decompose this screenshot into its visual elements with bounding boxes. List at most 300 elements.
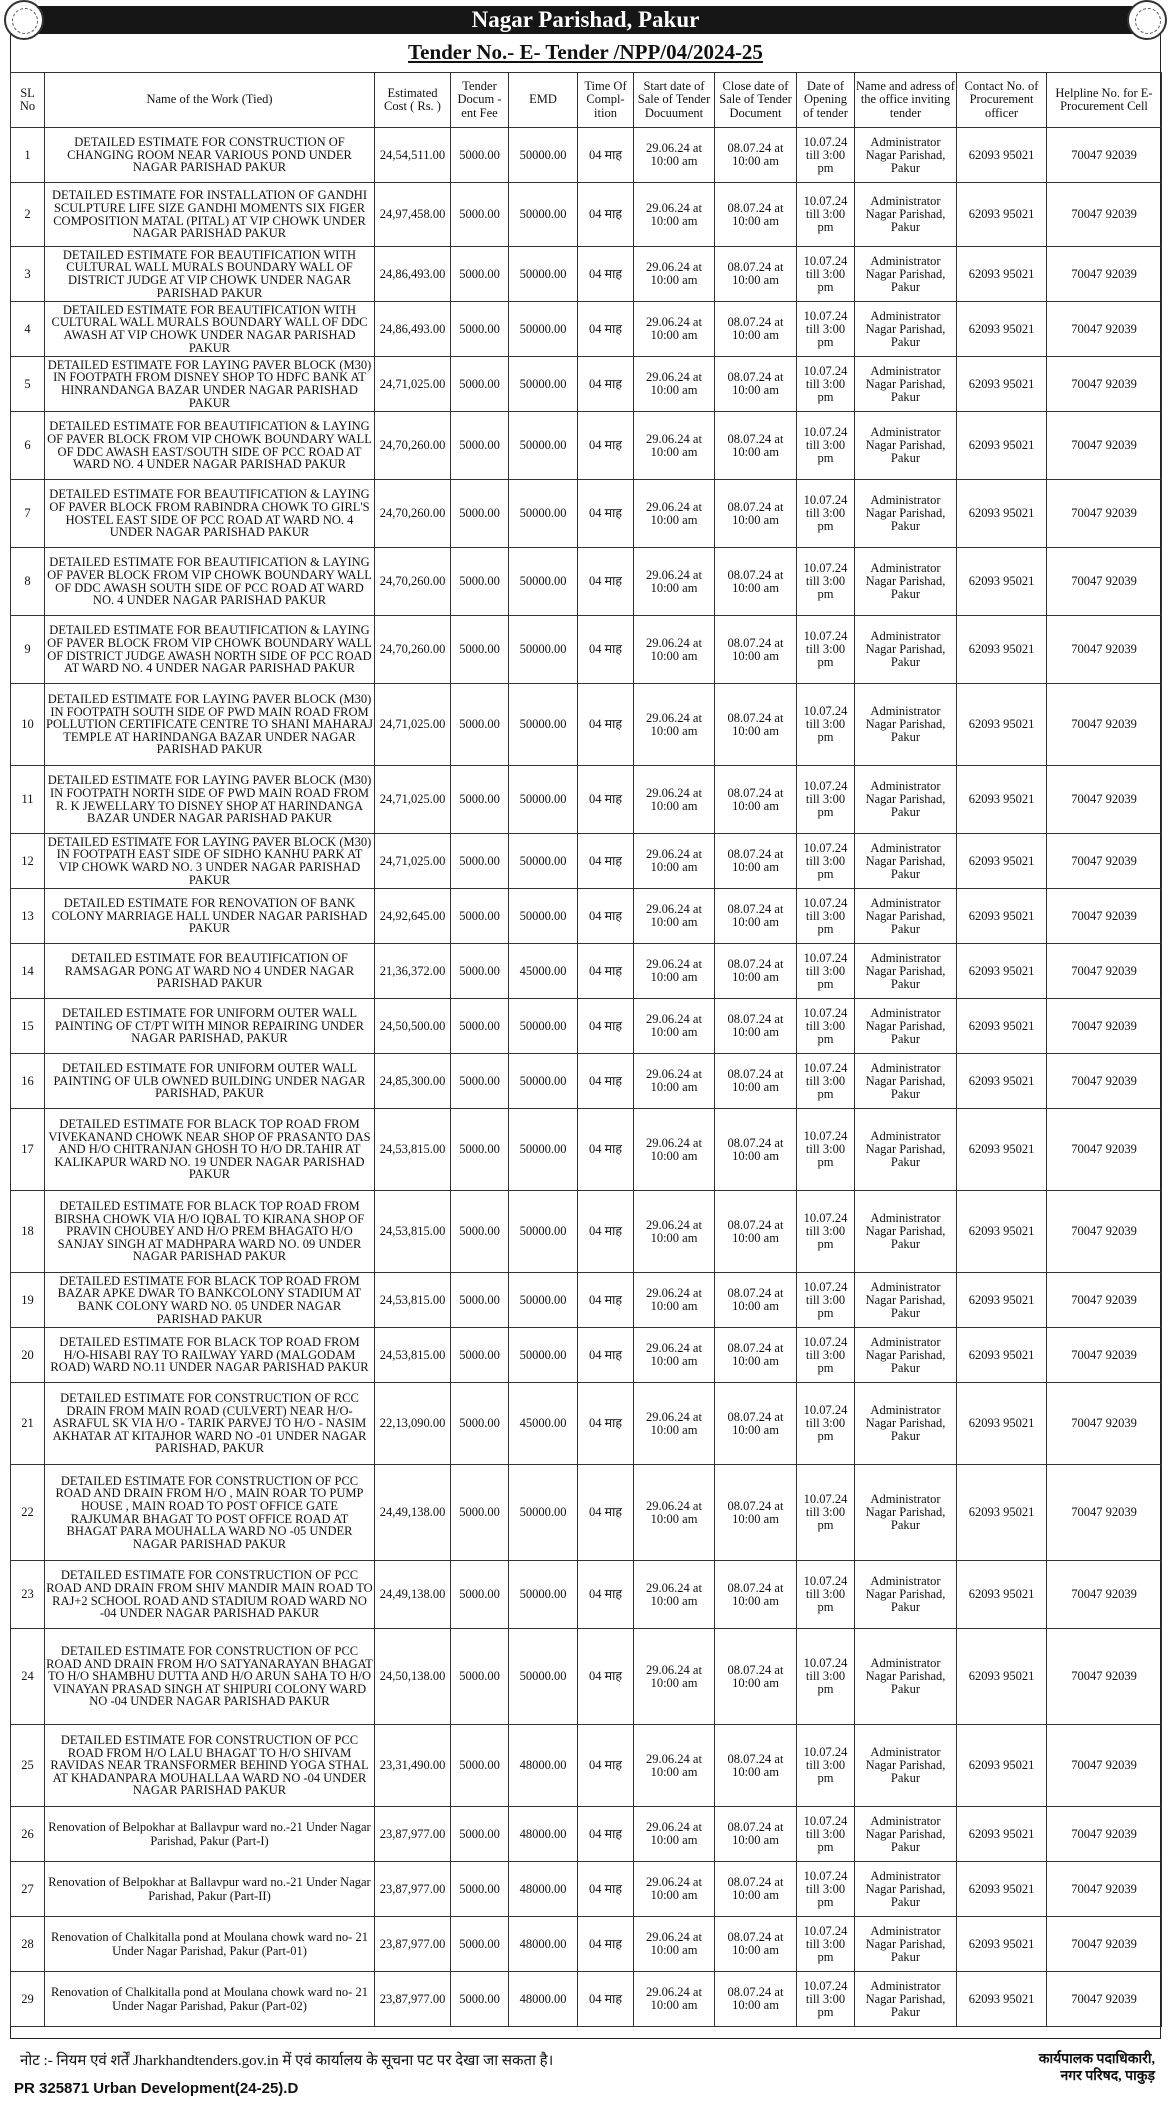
cell-helpline: 70047 92039	[1047, 889, 1162, 944]
cell-close: 08.07.24 at 10:00 am	[715, 889, 797, 944]
cell-opening: 10.07.24 till 3:00 pm	[797, 1561, 855, 1629]
cell-cost: 23,87,977.00	[375, 1972, 451, 2027]
table-row	[11, 684, 1162, 766]
cell-sl: 16	[11, 1054, 45, 1109]
cell-fee: 5000.00	[451, 247, 509, 302]
cell-helpline: 70047 92039	[1047, 357, 1162, 412]
cell-sl: 23	[11, 1561, 45, 1629]
pr-code: PR 325871 Urban Development(24-25).D	[14, 2080, 299, 2097]
cell-work: DETAILED ESTIMATE FOR CONSTRUCTION OF RCC DRAIN FROM MAIN ROAD (CULVERT) NEAR H/O-ASRAFUL SK VIA H/O - TARIK PARVEJ TO H/O - NASIM AKHATAR AT KITAJHOR WARD NO -01 UNDER NAGAR PARISHAD, PAKUR	[45, 1383, 375, 1465]
cell-sl: 29	[11, 1972, 45, 2027]
table-row	[11, 1972, 1162, 2027]
emblem-seal-icon	[1127, 0, 1167, 40]
cell-close: 08.07.24 at 10:00 am	[715, 766, 797, 834]
cell-opening: 10.07.24 till 3:00 pm	[797, 1629, 855, 1725]
cell-contact: 62093 95021	[957, 1054, 1047, 1109]
cell-time: 04 माह	[578, 889, 634, 944]
col-header-helpline: Helpline No. for E- Procurement Cell	[1047, 73, 1162, 128]
cell-start: 29.06.24 at 10:00 am	[634, 412, 715, 480]
cell-office: Administrator Nagar Parishad, Pakur	[855, 1561, 957, 1629]
cell-fee: 5000.00	[451, 834, 509, 889]
table-row	[11, 1465, 1162, 1561]
cell-fee: 5000.00	[451, 1862, 509, 1917]
cell-fee: 5000.00	[451, 1917, 509, 1972]
col-header-emd: EMD	[509, 73, 578, 128]
table-row	[11, 1109, 1162, 1191]
cell-work: DETAILED ESTIMATE FOR BLACK TOP ROAD FROM VIVEKANAND CHOWK NEAR SHOP OF PRASANTO DAS AND H/O CHITRANJAN GHOSH TO H/O DR.TAHIR AT KALIKAPUR WARD NO. 19 UNDER NAGAR PARISHAD PAKUR	[45, 1109, 375, 1191]
table-row	[11, 128, 1162, 183]
col-header-office: Name and adress of the office inviting tender	[855, 73, 957, 128]
cell-contact: 62093 95021	[957, 1917, 1047, 1972]
cell-emd: 50000.00	[509, 183, 578, 247]
cell-work: DETAILED ESTIMATE FOR BEAUTIFICATION & LAYING OF PAVER BLOCK FROM RABINDRA CHOWK TO GIRL'S HOSTEL EAST SIDE OF PCC ROAD AT WARD NO. 4 UNDER NAGAR PARISHAD PAKUR	[45, 480, 375, 548]
cell-work: DETAILED ESTIMATE FOR CONSTRUCTION OF PCC ROAD AND DRAIN FROM H/O SATYANARAYAN BHAGAT TO H/O SHAMBHU DUTTA AND H/O ARUN SAHA TO H/O VINAYAN PRASAD SINGH AT SHIPURI COLONY WARD NO -04 UNDER NAGAR PARISHAD PAKUR	[45, 1629, 375, 1725]
cell-cost: 23,87,977.00	[375, 1862, 451, 1917]
table-row	[11, 1725, 1162, 1807]
table-row	[11, 302, 1162, 357]
cell-time: 04 माह	[578, 302, 634, 357]
table-header-row	[11, 73, 1162, 128]
cell-fee: 5000.00	[451, 1328, 509, 1383]
cell-emd: 50000.00	[509, 1191, 578, 1273]
cell-time: 04 माह	[578, 1917, 634, 1972]
cell-contact: 62093 95021	[957, 480, 1047, 548]
cell-helpline: 70047 92039	[1047, 999, 1162, 1054]
cell-time: 04 माह	[578, 1972, 634, 2027]
cell-fee: 5000.00	[451, 357, 509, 412]
cell-sl: 4	[11, 302, 45, 357]
cell-office: Administrator Nagar Parishad, Pakur	[855, 616, 957, 684]
cell-sl: 2	[11, 183, 45, 247]
cell-work: DETAILED ESTIMATE FOR BEAUTIFICATION WITH CULTURAL WALL MURALS BOUNDARY WALL OF DDC AWASH AT VIP CHOWK UNDER NAGAR PARISHAD PAKUR	[45, 302, 375, 357]
cell-emd: 48000.00	[509, 1862, 578, 1917]
cell-emd: 45000.00	[509, 1383, 578, 1465]
cell-opening: 10.07.24 till 3:00 pm	[797, 616, 855, 684]
cell-sl: 26	[11, 1807, 45, 1862]
cell-start: 29.06.24 at 10:00 am	[634, 1972, 715, 2027]
cell-cost: 24,70,260.00	[375, 412, 451, 480]
table-row	[11, 357, 1162, 412]
cell-emd: 50000.00	[509, 1465, 578, 1561]
cell-opening: 10.07.24 till 3:00 pm	[797, 480, 855, 548]
cell-helpline: 70047 92039	[1047, 834, 1162, 889]
cell-sl: 3	[11, 247, 45, 302]
cell-start: 29.06.24 at 10:00 am	[634, 1629, 715, 1725]
table-row	[11, 889, 1162, 944]
cell-sl: 21	[11, 1383, 45, 1465]
cell-work: DETAILED ESTIMATE FOR BLACK TOP ROAD FROM BIRSHA CHOWK VIA H/O IQBAL TO KIRANA SHOP OF PRAVIN CHOUBEY AND H/O PREM BHAGATO H/O SANJAY SINGH AT MADHPARA WARD NO. 09 UNDER NAGAR PARISHAD PAKUR	[45, 1191, 375, 1273]
cell-opening: 10.07.24 till 3:00 pm	[797, 412, 855, 480]
cell-fee: 5000.00	[451, 548, 509, 616]
cell-start: 29.06.24 at 10:00 am	[634, 834, 715, 889]
cell-opening: 10.07.24 till 3:00 pm	[797, 128, 855, 183]
cell-fee: 5000.00	[451, 944, 509, 999]
cell-opening: 10.07.24 till 3:00 pm	[797, 834, 855, 889]
cell-sl: 9	[11, 616, 45, 684]
cell-fee: 5000.00	[451, 1054, 509, 1109]
cell-cost: 24,86,493.00	[375, 302, 451, 357]
cell-time: 04 माह	[578, 834, 634, 889]
cell-contact: 62093 95021	[957, 247, 1047, 302]
cell-time: 04 माह	[578, 999, 634, 1054]
cell-close: 08.07.24 at 10:00 am	[715, 1328, 797, 1383]
cell-fee: 5000.00	[451, 1191, 509, 1273]
cell-contact: 62093 95021	[957, 1273, 1047, 1328]
cell-contact: 62093 95021	[957, 183, 1047, 247]
cell-close: 08.07.24 at 10:00 am	[715, 834, 797, 889]
cell-helpline: 70047 92039	[1047, 548, 1162, 616]
cell-time: 04 माह	[578, 480, 634, 548]
cell-sl: 24	[11, 1629, 45, 1725]
cell-sl: 28	[11, 1917, 45, 1972]
cell-cost: 23,87,977.00	[375, 1917, 451, 1972]
cell-emd: 50000.00	[509, 412, 578, 480]
cell-emd: 50000.00	[509, 834, 578, 889]
col-header-opening-date: Date of Opening of tender	[797, 73, 855, 128]
cell-work: DETAILED ESTIMATE FOR LAYING PAVER BLOCK (M30) IN FOOTPATH SOUTH SIDE OF PWD MAIN ROAD FROM POLLUTION CERTIFICATE CENTRE TO SHANI MAHARAJ TEMPLE AT HARINDANGA BAZAR UNDER NAGAR PARISHAD PAKUR	[45, 684, 375, 766]
cell-helpline: 70047 92039	[1047, 616, 1162, 684]
cell-office: Administrator Nagar Parishad, Pakur	[855, 999, 957, 1054]
cell-close: 08.07.24 at 10:00 am	[715, 616, 797, 684]
table-row	[11, 1191, 1162, 1273]
cell-office: Administrator Nagar Parishad, Pakur	[855, 548, 957, 616]
cell-emd: 48000.00	[509, 1807, 578, 1862]
cell-office: Administrator Nagar Parishad, Pakur	[855, 1972, 957, 2027]
cell-contact: 62093 95021	[957, 999, 1047, 1054]
cell-office: Administrator Nagar Parishad, Pakur	[855, 1273, 957, 1328]
cell-time: 04 माह	[578, 548, 634, 616]
cell-time: 04 माह	[578, 944, 634, 999]
cell-time: 04 माह	[578, 1191, 634, 1273]
cell-start: 29.06.24 at 10:00 am	[634, 1383, 715, 1465]
cell-cost: 24,49,138.00	[375, 1561, 451, 1629]
cell-cost: 24,70,260.00	[375, 548, 451, 616]
cell-time: 04 माह	[578, 1629, 634, 1725]
cell-start: 29.06.24 at 10:00 am	[634, 302, 715, 357]
cell-helpline: 70047 92039	[1047, 1273, 1162, 1328]
cell-start: 29.06.24 at 10:00 am	[634, 1465, 715, 1561]
cell-sl: 8	[11, 548, 45, 616]
cell-helpline: 70047 92039	[1047, 1383, 1162, 1465]
cell-helpline: 70047 92039	[1047, 1465, 1162, 1561]
cell-start: 29.06.24 at 10:00 am	[634, 1109, 715, 1191]
cell-fee: 5000.00	[451, 766, 509, 834]
cell-opening: 10.07.24 till 3:00 pm	[797, 1191, 855, 1273]
cell-emd: 50000.00	[509, 999, 578, 1054]
cell-cost: 24,54,511.00	[375, 128, 451, 183]
cell-cost: 24,71,025.00	[375, 684, 451, 766]
cell-close: 08.07.24 at 10:00 am	[715, 412, 797, 480]
cell-cost: 24,71,025.00	[375, 357, 451, 412]
cell-work: Renovation of Chalkitalla pond at Moulana chowk ward no- 21 Under Nagar Parishad, Pakur (Part-01)	[45, 1917, 375, 1972]
cell-fee: 5000.00	[451, 1629, 509, 1725]
cell-contact: 62093 95021	[957, 1328, 1047, 1383]
cell-office: Administrator Nagar Parishad, Pakur	[855, 480, 957, 548]
cell-cost: 24,53,815.00	[375, 1191, 451, 1273]
cell-work: DETAILED ESTIMATE FOR UNIFORM OUTER WALL PAINTING OF ULB OWNED BUILDING UNDER NAGAR PARISHAD, PAKUR	[45, 1054, 375, 1109]
cell-cost: 24,71,025.00	[375, 834, 451, 889]
cell-sl: 27	[11, 1862, 45, 1917]
footer-note: नोट :- नियम एवं शर्तें Jharkhandtenders.gov.in में एवं कार्यालय के सूचना पट पर देखा जा सकता है।	[20, 2053, 554, 2069]
cell-close: 08.07.24 at 10:00 am	[715, 480, 797, 548]
cell-opening: 10.07.24 till 3:00 pm	[797, 766, 855, 834]
cell-emd: 50000.00	[509, 1273, 578, 1328]
cell-emd: 50000.00	[509, 548, 578, 616]
cell-opening: 10.07.24 till 3:00 pm	[797, 999, 855, 1054]
cell-helpline: 70047 92039	[1047, 1054, 1162, 1109]
cell-helpline: 70047 92039	[1047, 1328, 1162, 1383]
cell-helpline: 70047 92039	[1047, 1109, 1162, 1191]
cell-helpline: 70047 92039	[1047, 302, 1162, 357]
cell-cost: 22,13,090.00	[375, 1383, 451, 1465]
cell-start: 29.06.24 at 10:00 am	[634, 183, 715, 247]
page-title: Nagar Parishad, Pakur	[471, 7, 700, 32]
cell-close: 08.07.24 at 10:00 am	[715, 1191, 797, 1273]
cell-contact: 62093 95021	[957, 302, 1047, 357]
cell-start: 29.06.24 at 10:00 am	[634, 684, 715, 766]
cell-contact: 62093 95021	[957, 766, 1047, 834]
table-row	[11, 944, 1162, 999]
cell-time: 04 माह	[578, 1273, 634, 1328]
cell-close: 08.07.24 at 10:00 am	[715, 1972, 797, 2027]
cell-start: 29.06.24 at 10:00 am	[634, 1917, 715, 1972]
cell-emd: 50000.00	[509, 480, 578, 548]
col-header-contact: Contact No. of Procurement officer	[957, 73, 1047, 128]
table-row	[11, 1629, 1162, 1725]
cell-close: 08.07.24 at 10:00 am	[715, 684, 797, 766]
cell-opening: 10.07.24 till 3:00 pm	[797, 1054, 855, 1109]
cell-office: Administrator Nagar Parishad, Pakur	[855, 766, 957, 834]
cell-emd: 50000.00	[509, 684, 578, 766]
cell-fee: 5000.00	[451, 1273, 509, 1328]
cell-close: 08.07.24 at 10:00 am	[715, 1054, 797, 1109]
cell-office: Administrator Nagar Parishad, Pakur	[855, 1862, 957, 1917]
cell-office: Administrator Nagar Parishad, Pakur	[855, 1383, 957, 1465]
cell-helpline: 70047 92039	[1047, 1629, 1162, 1725]
cell-helpline: 70047 92039	[1047, 412, 1162, 480]
cell-office: Administrator Nagar Parishad, Pakur	[855, 183, 957, 247]
col-header-start-date: Start date of Sale of Tender Docuument	[634, 73, 715, 128]
cell-start: 29.06.24 at 10:00 am	[634, 1725, 715, 1807]
signature-line: नगर परिषद, पाकुड़	[1060, 2069, 1155, 2084]
cell-cost: 24,50,500.00	[375, 999, 451, 1054]
cell-work: DETAILED ESTIMATE FOR BEAUTIFICATION & LAYING OF PAVER BLOCK FROM VIP CHOWK BOUNDARY WALL OF DISTRICT JUDGE AWASH NORTH SIDE OF PCC ROAD AT WARD NO. 4 UNDER NAGAR PARISHAD PAKUR	[45, 616, 375, 684]
cell-opening: 10.07.24 till 3:00 pm	[797, 1328, 855, 1383]
cell-work: DETAILED ESTIMATE FOR CONSTRUCTION OF CHANGING ROOM NEAR VARIOUS POND UNDER NAGAR PARISHAD PAKUR	[45, 128, 375, 183]
cell-office: Administrator Nagar Parishad, Pakur	[855, 1917, 957, 1972]
cell-contact: 62093 95021	[957, 1629, 1047, 1725]
cell-fee: 5000.00	[451, 302, 509, 357]
cell-emd: 50000.00	[509, 128, 578, 183]
cell-fee: 5000.00	[451, 1561, 509, 1629]
cell-sl: 10	[11, 684, 45, 766]
cell-close: 08.07.24 at 10:00 am	[715, 302, 797, 357]
cell-helpline: 70047 92039	[1047, 1862, 1162, 1917]
cell-work: DETAILED ESTIMATE FOR BEAUTIFICATION & LAYING OF PAVER BLOCK FROM VIP CHOWK BOUNDARY WALL OF DDC AWASH SOUTH SIDE OF PCC ROAD AT WARD NO. 4 UNDER NAGAR PARISHAD PAKUR	[45, 548, 375, 616]
cell-time: 04 माह	[578, 357, 634, 412]
table-body	[11, 128, 1162, 2027]
cell-cost: 24,71,025.00	[375, 766, 451, 834]
cell-close: 08.07.24 at 10:00 am	[715, 548, 797, 616]
col-header-work: Name of the Work (Tied)	[45, 73, 375, 128]
cell-sl: 20	[11, 1328, 45, 1383]
table-row	[11, 1862, 1162, 1917]
cell-contact: 62093 95021	[957, 1383, 1047, 1465]
cell-close: 08.07.24 at 10:00 am	[715, 1807, 797, 1862]
cell-sl: 19	[11, 1273, 45, 1328]
cell-start: 29.06.24 at 10:00 am	[634, 999, 715, 1054]
cell-opening: 10.07.24 till 3:00 pm	[797, 1725, 855, 1807]
cell-cost: 24,53,815.00	[375, 1328, 451, 1383]
cell-helpline: 70047 92039	[1047, 183, 1162, 247]
cell-time: 04 माह	[578, 183, 634, 247]
cell-helpline: 70047 92039	[1047, 1917, 1162, 1972]
col-header-fee: Tender Docum -ent Fee	[451, 73, 509, 128]
col-header-time: Time Of Compl- ition	[578, 73, 634, 128]
cell-time: 04 माह	[578, 1725, 634, 1807]
cell-close: 08.07.24 at 10:00 am	[715, 999, 797, 1054]
cell-cost: 24,97,458.00	[375, 183, 451, 247]
cell-work: DETAILED ESTIMATE FOR INSTALLATION OF GANDHI SCULPTURE LIFE SIZE GANDHI MOMENTS SIX FIGER COMPOSITION MATAL (PITAL) AT VIP CHOWK UNDER NAGAR PARISHAD PAKUR	[45, 183, 375, 247]
cell-helpline: 70047 92039	[1047, 684, 1162, 766]
cell-helpline: 70047 92039	[1047, 1561, 1162, 1629]
cell-fee: 5000.00	[451, 999, 509, 1054]
cell-time: 04 माह	[578, 412, 634, 480]
col-header-sl: SL No	[11, 73, 45, 128]
cell-close: 08.07.24 at 10:00 am	[715, 1273, 797, 1328]
cell-contact: 62093 95021	[957, 1972, 1047, 2027]
cell-cost: 23,87,977.00	[375, 1807, 451, 1862]
cell-sl: 13	[11, 889, 45, 944]
cell-office: Administrator Nagar Parishad, Pakur	[855, 1054, 957, 1109]
cell-contact: 62093 95021	[957, 1561, 1047, 1629]
cell-opening: 10.07.24 till 3:00 pm	[797, 1917, 855, 1972]
table-row	[11, 1561, 1162, 1629]
cell-fee: 5000.00	[451, 889, 509, 944]
cell-time: 04 माह	[578, 1383, 634, 1465]
cell-helpline: 70047 92039	[1047, 128, 1162, 183]
cell-office: Administrator Nagar Parishad, Pakur	[855, 128, 957, 183]
cell-helpline: 70047 92039	[1047, 247, 1162, 302]
cell-work: DETAILED ESTIMATE FOR UNIFORM OUTER WALL PAINTING OF CT/PT WITH MINOR REPAIRING UNDER NAGAR PARISHAD, PAKUR	[45, 999, 375, 1054]
cell-opening: 10.07.24 till 3:00 pm	[797, 302, 855, 357]
cell-opening: 10.07.24 till 3:00 pm	[797, 1465, 855, 1561]
cell-work: DETAILED ESTIMATE FOR BEAUTIFICATION & LAYING OF PAVER BLOCK FROM VIP CHOWK BOUNDARY WALL OF DDC AWASH EAST/SOUTH SIDE OF PCC ROAD AT WARD NO. 4 UNDER NAGAR PARISHAD PAKUR	[45, 412, 375, 480]
cell-sl: 12	[11, 834, 45, 889]
cell-opening: 10.07.24 till 3:00 pm	[797, 889, 855, 944]
cell-cost: 24,92,645.00	[375, 889, 451, 944]
cell-helpline: 70047 92039	[1047, 944, 1162, 999]
cell-start: 29.06.24 at 10:00 am	[634, 1273, 715, 1328]
col-header-cost: Estimated Cost ( Rs. )	[375, 73, 451, 128]
cell-opening: 10.07.24 till 3:00 pm	[797, 548, 855, 616]
cell-start: 29.06.24 at 10:00 am	[634, 616, 715, 684]
table-row	[11, 999, 1162, 1054]
table-row	[11, 247, 1162, 302]
cell-office: Administrator Nagar Parishad, Pakur	[855, 1328, 957, 1383]
cell-contact: 62093 95021	[957, 357, 1047, 412]
cell-opening: 10.07.24 till 3:00 pm	[797, 1972, 855, 2027]
cell-office: Administrator Nagar Parishad, Pakur	[855, 412, 957, 480]
cell-work: DETAILED ESTIMATE FOR LAYING PAVER BLOCK (M30) IN FOOTPATH EAST SIDE OF SIDHO KANHU PARK AT VIP CHOWK WARD NO. 3 UNDER NAGAR PARISHAD PAKUR	[45, 834, 375, 889]
cell-helpline: 70047 92039	[1047, 766, 1162, 834]
cell-contact: 62093 95021	[957, 889, 1047, 944]
cell-time: 04 माह	[578, 766, 634, 834]
cell-start: 29.06.24 at 10:00 am	[634, 1191, 715, 1273]
cell-opening: 10.07.24 till 3:00 pm	[797, 1807, 855, 1862]
cell-office: Administrator Nagar Parishad, Pakur	[855, 889, 957, 944]
cell-opening: 10.07.24 till 3:00 pm	[797, 183, 855, 247]
cell-close: 08.07.24 at 10:00 am	[715, 944, 797, 999]
cell-emd: 50000.00	[509, 357, 578, 412]
cell-helpline: 70047 92039	[1047, 1725, 1162, 1807]
tender-table	[10, 72, 1162, 2027]
cell-helpline: 70047 92039	[1047, 1191, 1162, 1273]
cell-time: 04 माह	[578, 1054, 634, 1109]
table-row	[11, 1054, 1162, 1109]
table-row	[11, 1807, 1162, 1862]
cell-close: 08.07.24 at 10:00 am	[715, 1725, 797, 1807]
cell-opening: 10.07.24 till 3:00 pm	[797, 357, 855, 412]
cell-work: DETAILED ESTIMATE FOR BLACK TOP ROAD FROM H/O-HISABI RAY TO RAILWAY YARD (MALGODAM ROAD) WARD NO.11 UNDER NAGAR PARISHAD PAKUR	[45, 1328, 375, 1383]
cell-emd: 45000.00	[509, 944, 578, 999]
cell-start: 29.06.24 at 10:00 am	[634, 1054, 715, 1109]
cell-emd: 50000.00	[509, 1629, 578, 1725]
cell-start: 29.06.24 at 10:00 am	[634, 1561, 715, 1629]
cell-opening: 10.07.24 till 3:00 pm	[797, 1109, 855, 1191]
cell-contact: 62093 95021	[957, 412, 1047, 480]
cell-time: 04 माह	[578, 1109, 634, 1191]
cell-fee: 5000.00	[451, 616, 509, 684]
cell-fee: 5000.00	[451, 684, 509, 766]
cell-contact: 62093 95021	[957, 684, 1047, 766]
table-row	[11, 1917, 1162, 1972]
cell-fee: 5000.00	[451, 480, 509, 548]
cell-office: Administrator Nagar Parishad, Pakur	[855, 684, 957, 766]
cell-office: Administrator Nagar Parishad, Pakur	[855, 357, 957, 412]
cell-contact: 62093 95021	[957, 548, 1047, 616]
cell-sl: 22	[11, 1465, 45, 1561]
cell-emd: 50000.00	[509, 302, 578, 357]
cell-fee: 5000.00	[451, 183, 509, 247]
cell-sl: 1	[11, 128, 45, 183]
cell-sl: 18	[11, 1191, 45, 1273]
table-row	[11, 1328, 1162, 1383]
cell-emd: 50000.00	[509, 616, 578, 684]
cell-close: 08.07.24 at 10:00 am	[715, 1629, 797, 1725]
cell-work: DETAILED ESTIMATE FOR RENOVATION OF BANK COLONY MARRIAGE HALL UNDER NAGAR PARISHAD PAKUR	[45, 889, 375, 944]
cell-office: Administrator Nagar Parishad, Pakur	[855, 1807, 957, 1862]
cell-close: 08.07.24 at 10:00 am	[715, 247, 797, 302]
cell-emd: 48000.00	[509, 1725, 578, 1807]
table-row	[11, 616, 1162, 684]
cell-start: 29.06.24 at 10:00 am	[634, 357, 715, 412]
cell-office: Administrator Nagar Parishad, Pakur	[855, 1629, 957, 1725]
cell-cost: 21,36,372.00	[375, 944, 451, 999]
cell-fee: 5000.00	[451, 1109, 509, 1191]
cell-time: 04 माह	[578, 247, 634, 302]
cell-time: 04 माह	[578, 1561, 634, 1629]
cell-start: 29.06.24 at 10:00 am	[634, 766, 715, 834]
cell-contact: 62093 95021	[957, 616, 1047, 684]
cell-office: Administrator Nagar Parishad, Pakur	[855, 1465, 957, 1561]
cell-cost: 23,31,490.00	[375, 1725, 451, 1807]
cell-sl: 6	[11, 412, 45, 480]
cell-emd: 48000.00	[509, 1972, 578, 2027]
cell-office: Administrator Nagar Parishad, Pakur	[855, 1109, 957, 1191]
cell-cost: 24,70,260.00	[375, 616, 451, 684]
cell-cost: 24,50,138.00	[375, 1629, 451, 1725]
